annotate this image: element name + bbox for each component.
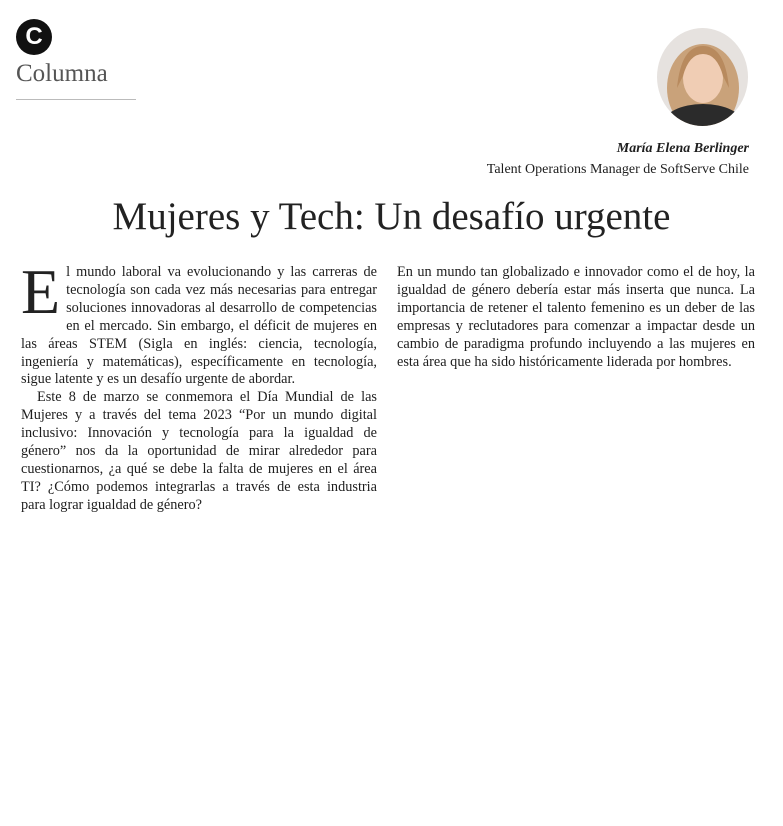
article-paragraph: El mundo laboral va evolucionando y las carreras de tecnología son cada vez más necesarias para entregar soluciones innovadoras al desarrollo de competencias en el mercado. Sin embargo, el déficit de mujeres en las áreas STEM (Sigla en inglés: ciencia, tecnología, ingeniería y matemáticas), específicamente en tecnología, sigue latente y es un desafío urgente de abordar. — [21, 256, 377, 388]
article-column-right — [397, 264, 755, 371]
article-paragraph: En un mundo tan globalizado e innovador como el de hoy, la igualdad de género debería estar más inserta que nunca. La importancia de retener el talento femenino es un deber de las empresas y reclutadores para comenzar a impactar desde un cambio de paradigma profundo incluyendo a las mujeres en esta área que ha sido históricamente liderada por hombres. — [397, 264, 755, 370]
section-divider — [16, 99, 136, 100]
drop-cap: E — [21, 256, 61, 327]
author-role: Talent Operations Manager de SoftServe Chile — [486, 162, 749, 177]
author-name: María Elena Berlinger — [616, 141, 749, 156]
column-logo: C — [16, 19, 52, 55]
article-headline: Mujeres y Tech: Un desafío urgente — [112, 195, 671, 238]
author-photo — [657, 28, 748, 126]
article-paragraph: Este 8 de marzo se conmemora el Día Mundial de las Mujeres y a través del tema 2023 “Por un mundo digital inclusivo: Innovación y tecnología para la igualdad de género” nos da la oportunidad de mirar alrededor para cuestionarnos, ¿a qué se debe la falta de mujeres en el área TI? ¿Cómo podemos integrarlas a través de esta industria para lograr igualdad de género? — [21, 389, 377, 513]
section-label: Columna — [16, 60, 108, 87]
article-column-left — [21, 256, 377, 515]
